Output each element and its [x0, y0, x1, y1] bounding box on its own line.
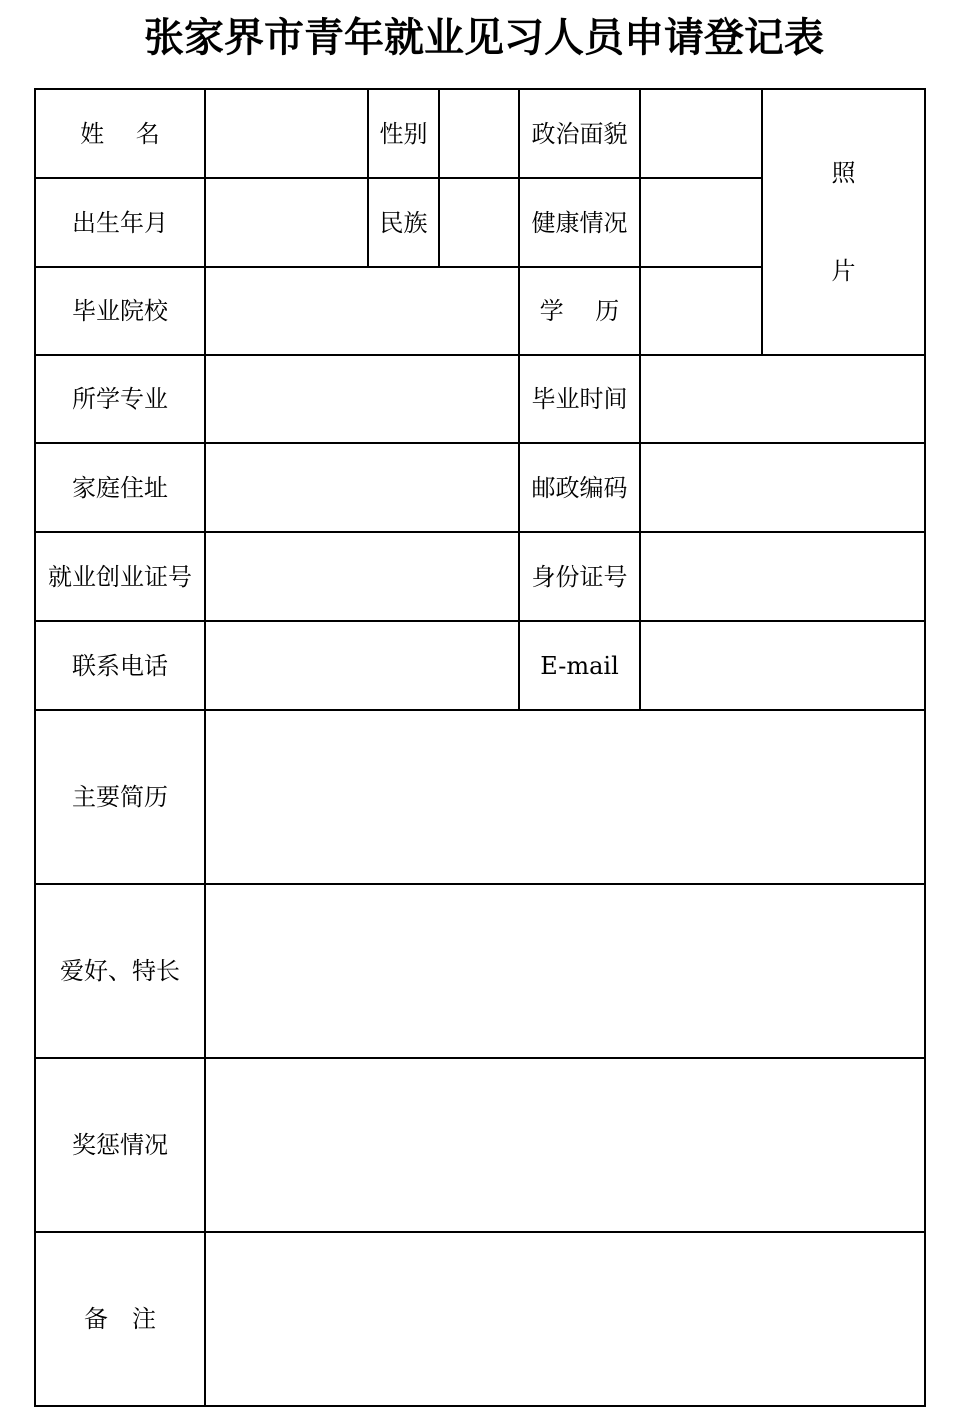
health-field[interactable] [640, 178, 762, 267]
row-hobbies [35, 884, 925, 1058]
row-rewards [35, 1058, 925, 1232]
rewards-field[interactable] [205, 1058, 925, 1232]
registration-form-table [34, 88, 926, 1407]
label-postal-code: 邮政编码 [519, 443, 640, 532]
email-field[interactable] [640, 621, 925, 710]
row-remarks [35, 1232, 925, 1406]
label-remarks: 备 注 [35, 1232, 205, 1406]
row-name [35, 89, 925, 178]
form-title: 张家界市青年就业见习人员申请登记表 [144, 15, 824, 61]
row-contact [35, 621, 925, 710]
hobbies-field[interactable] [205, 884, 925, 1058]
birth-field[interactable] [205, 178, 368, 267]
major-field[interactable] [205, 355, 519, 443]
photo-box[interactable] [762, 89, 925, 355]
label-school: 毕业院校 [35, 267, 205, 355]
label-ethnicity: 民族 [368, 178, 439, 267]
ethnicity-field[interactable] [439, 178, 519, 267]
label-rewards: 奖惩情况 [35, 1058, 205, 1232]
label-graduation-time: 毕业时间 [519, 355, 640, 443]
label-home-address: 家庭住址 [35, 443, 205, 532]
label-health: 健康情况 [519, 178, 640, 267]
remarks-field[interactable] [205, 1232, 925, 1406]
row-employment-cert [35, 532, 925, 621]
postal-code-field[interactable] [640, 443, 925, 532]
label-name: 姓 名 [35, 89, 205, 178]
id-number-field[interactable] [640, 532, 925, 621]
home-address-field[interactable] [205, 443, 519, 532]
employment-cert-field[interactable] [205, 532, 519, 621]
graduation-time-field[interactable] [640, 355, 925, 443]
label-political-status: 政治面貌 [519, 89, 640, 178]
gender-field[interactable] [439, 89, 519, 178]
school-field[interactable] [205, 267, 519, 355]
label-birth: 出生年月 [35, 178, 205, 267]
row-address [35, 443, 925, 532]
label-employment-cert: 就业创业证号 [35, 532, 205, 621]
label-hobbies: 爱好、特长 [35, 884, 205, 1058]
name-field[interactable] [205, 89, 368, 178]
political-status-field[interactable] [640, 89, 762, 178]
label-education: 学 历 [519, 267, 640, 355]
row-resume [35, 710, 925, 884]
label-phone: 联系电话 [35, 621, 205, 710]
label-resume: 主要简历 [35, 710, 205, 884]
resume-field[interactable] [205, 710, 925, 884]
education-field[interactable] [640, 267, 762, 355]
row-major [35, 355, 925, 443]
label-gender: 性别 [368, 89, 439, 178]
photo-label-char-1: 照 [831, 159, 856, 187]
label-email: E-mail [519, 621, 640, 710]
phone-field[interactable] [205, 621, 519, 710]
photo-label-char-2: 片 [831, 257, 856, 285]
label-id-number: 身份证号 [519, 532, 640, 621]
label-major: 所学专业 [35, 355, 205, 443]
